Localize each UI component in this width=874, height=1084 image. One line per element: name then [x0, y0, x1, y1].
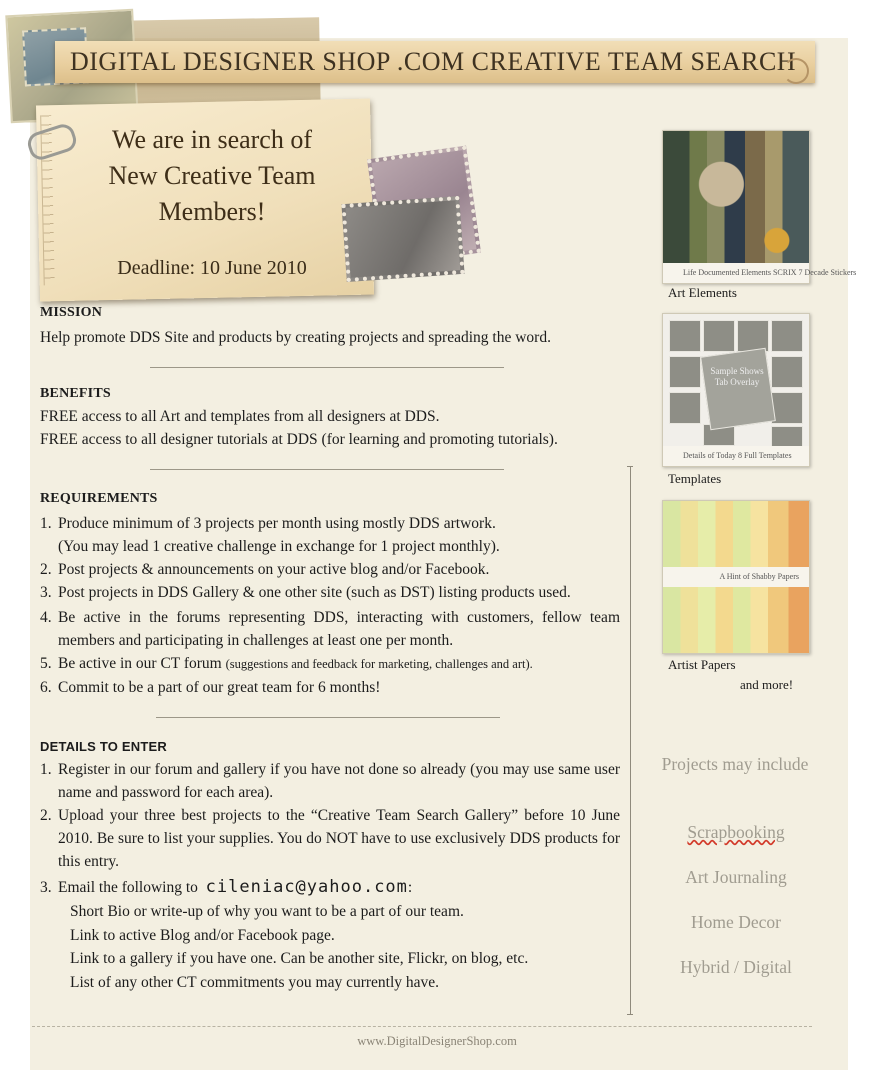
project-type: Scrapbooking: [687, 822, 785, 842]
project-type: Art Journaling: [685, 867, 787, 887]
email-list-item: List of any other CT commitments you may currently have.: [70, 974, 440, 991]
templates-caption: Templates: [668, 471, 722, 486]
details-item: 3. Email the following to cileniac@yahoo.com:: [40, 877, 413, 897]
page-title: DIGITAL DESIGNER SHOP .COM CREATIVE TEAM SEARCH: [70, 47, 797, 76]
announcement-text: [62, 122, 362, 230]
artist-papers-caption: Artist Papers: [668, 657, 736, 672]
footer-divider: [32, 1026, 812, 1027]
projects-heading: Projects may include: [661, 754, 809, 774]
mission-heading: MISSION: [40, 305, 103, 320]
and-more-caption: and more!: [740, 677, 794, 692]
email-list-item: Link to active Blog and/or Facebook page.: [70, 927, 335, 944]
details-item: 2. Upload your three best projects to the “Creative Team Search Gallery” before 10 June 2010. Be sure to list your supplies. You do NOT have to use exclusively DDS products for this entry.: [40, 807, 620, 870]
postage-stamps-image: [344, 152, 474, 272]
requirement-item: 3. Post projects in DDS Gallery & one other site (such as DST) listing products used.: [40, 584, 571, 601]
deadline-text: Deadline: 10 June 2010: [117, 257, 307, 279]
requirement-item: 6. Commit to be a part of our great team for 6 months!: [40, 679, 381, 696]
email-link[interactable]: cileniac@yahoo.com: [205, 877, 408, 897]
footer-url[interactable]: www.DigitalDesignerShop.com: [357, 1034, 517, 1048]
requirement-item: 4. Be active in the forums representing DDS, interacting with customers, fellow team members and participating in challenges at least one per month.: [40, 609, 620, 649]
swirl-ornament-icon: [783, 58, 809, 84]
announcement-line-2: New Creative Team: [108, 161, 316, 190]
templates-thumbnail[interactable]: Sample Shows Tab Overlay Details of Today 8 Full Templates: [662, 313, 810, 467]
benefit-line: FREE access to all Art and templates from all designers at DDS.: [40, 408, 440, 425]
benefit-line: FREE access to all designer tutorials at DDS (for learning and promoting tutorials).: [40, 431, 558, 448]
announcement-line-3: Members!: [158, 197, 266, 226]
email-list-item: Short Bio or write-up of why you want to be a part of our team.: [70, 903, 464, 920]
mission-text: Help promote DDS Site and products by creating projects and spreading the word.: [40, 329, 551, 346]
divider: [150, 367, 504, 368]
requirement-item: 2. Post projects & announcements on your active blog and/or Facebook.: [40, 561, 490, 578]
art-elements-thumbnail[interactable]: Life Documented Elements SCRIX 7 Decade Stickers: [662, 130, 810, 284]
benefits-heading: BENEFITS: [40, 386, 111, 401]
requirement-item: 1. Produce minimum of 3 projects per month using mostly DDS artwork. (You may lead 1 creative challenge in exchange for 1 project monthly).: [40, 515, 500, 555]
email-list-item: Link to a gallery if you have one. Can be another site, Flickr, on blog, etc.: [70, 950, 529, 967]
announcement-line-1: We are in search of: [111, 125, 312, 154]
art-elements-caption: Art Elements: [668, 285, 737, 300]
divider: [156, 717, 500, 718]
divider: [150, 469, 504, 470]
details-item: 1. Register in our forum and gallery if you have not done so already (you may use same user name and password for each area).: [40, 761, 620, 801]
requirements-heading: REQUIREMENTS: [40, 491, 158, 506]
project-type: Home Decor: [691, 912, 781, 932]
project-type: Hybrid / Digital: [680, 957, 792, 977]
vertical-divider: [630, 466, 631, 1014]
artist-papers-thumbnail[interactable]: A Hint of Shabby Papers: [662, 500, 810, 654]
requirement-item: 5. Be active in our CT forum (suggestions and feedback for marketing, challenges and art).: [40, 655, 533, 672]
details-heading: DETAILS TO ENTER: [40, 739, 167, 754]
